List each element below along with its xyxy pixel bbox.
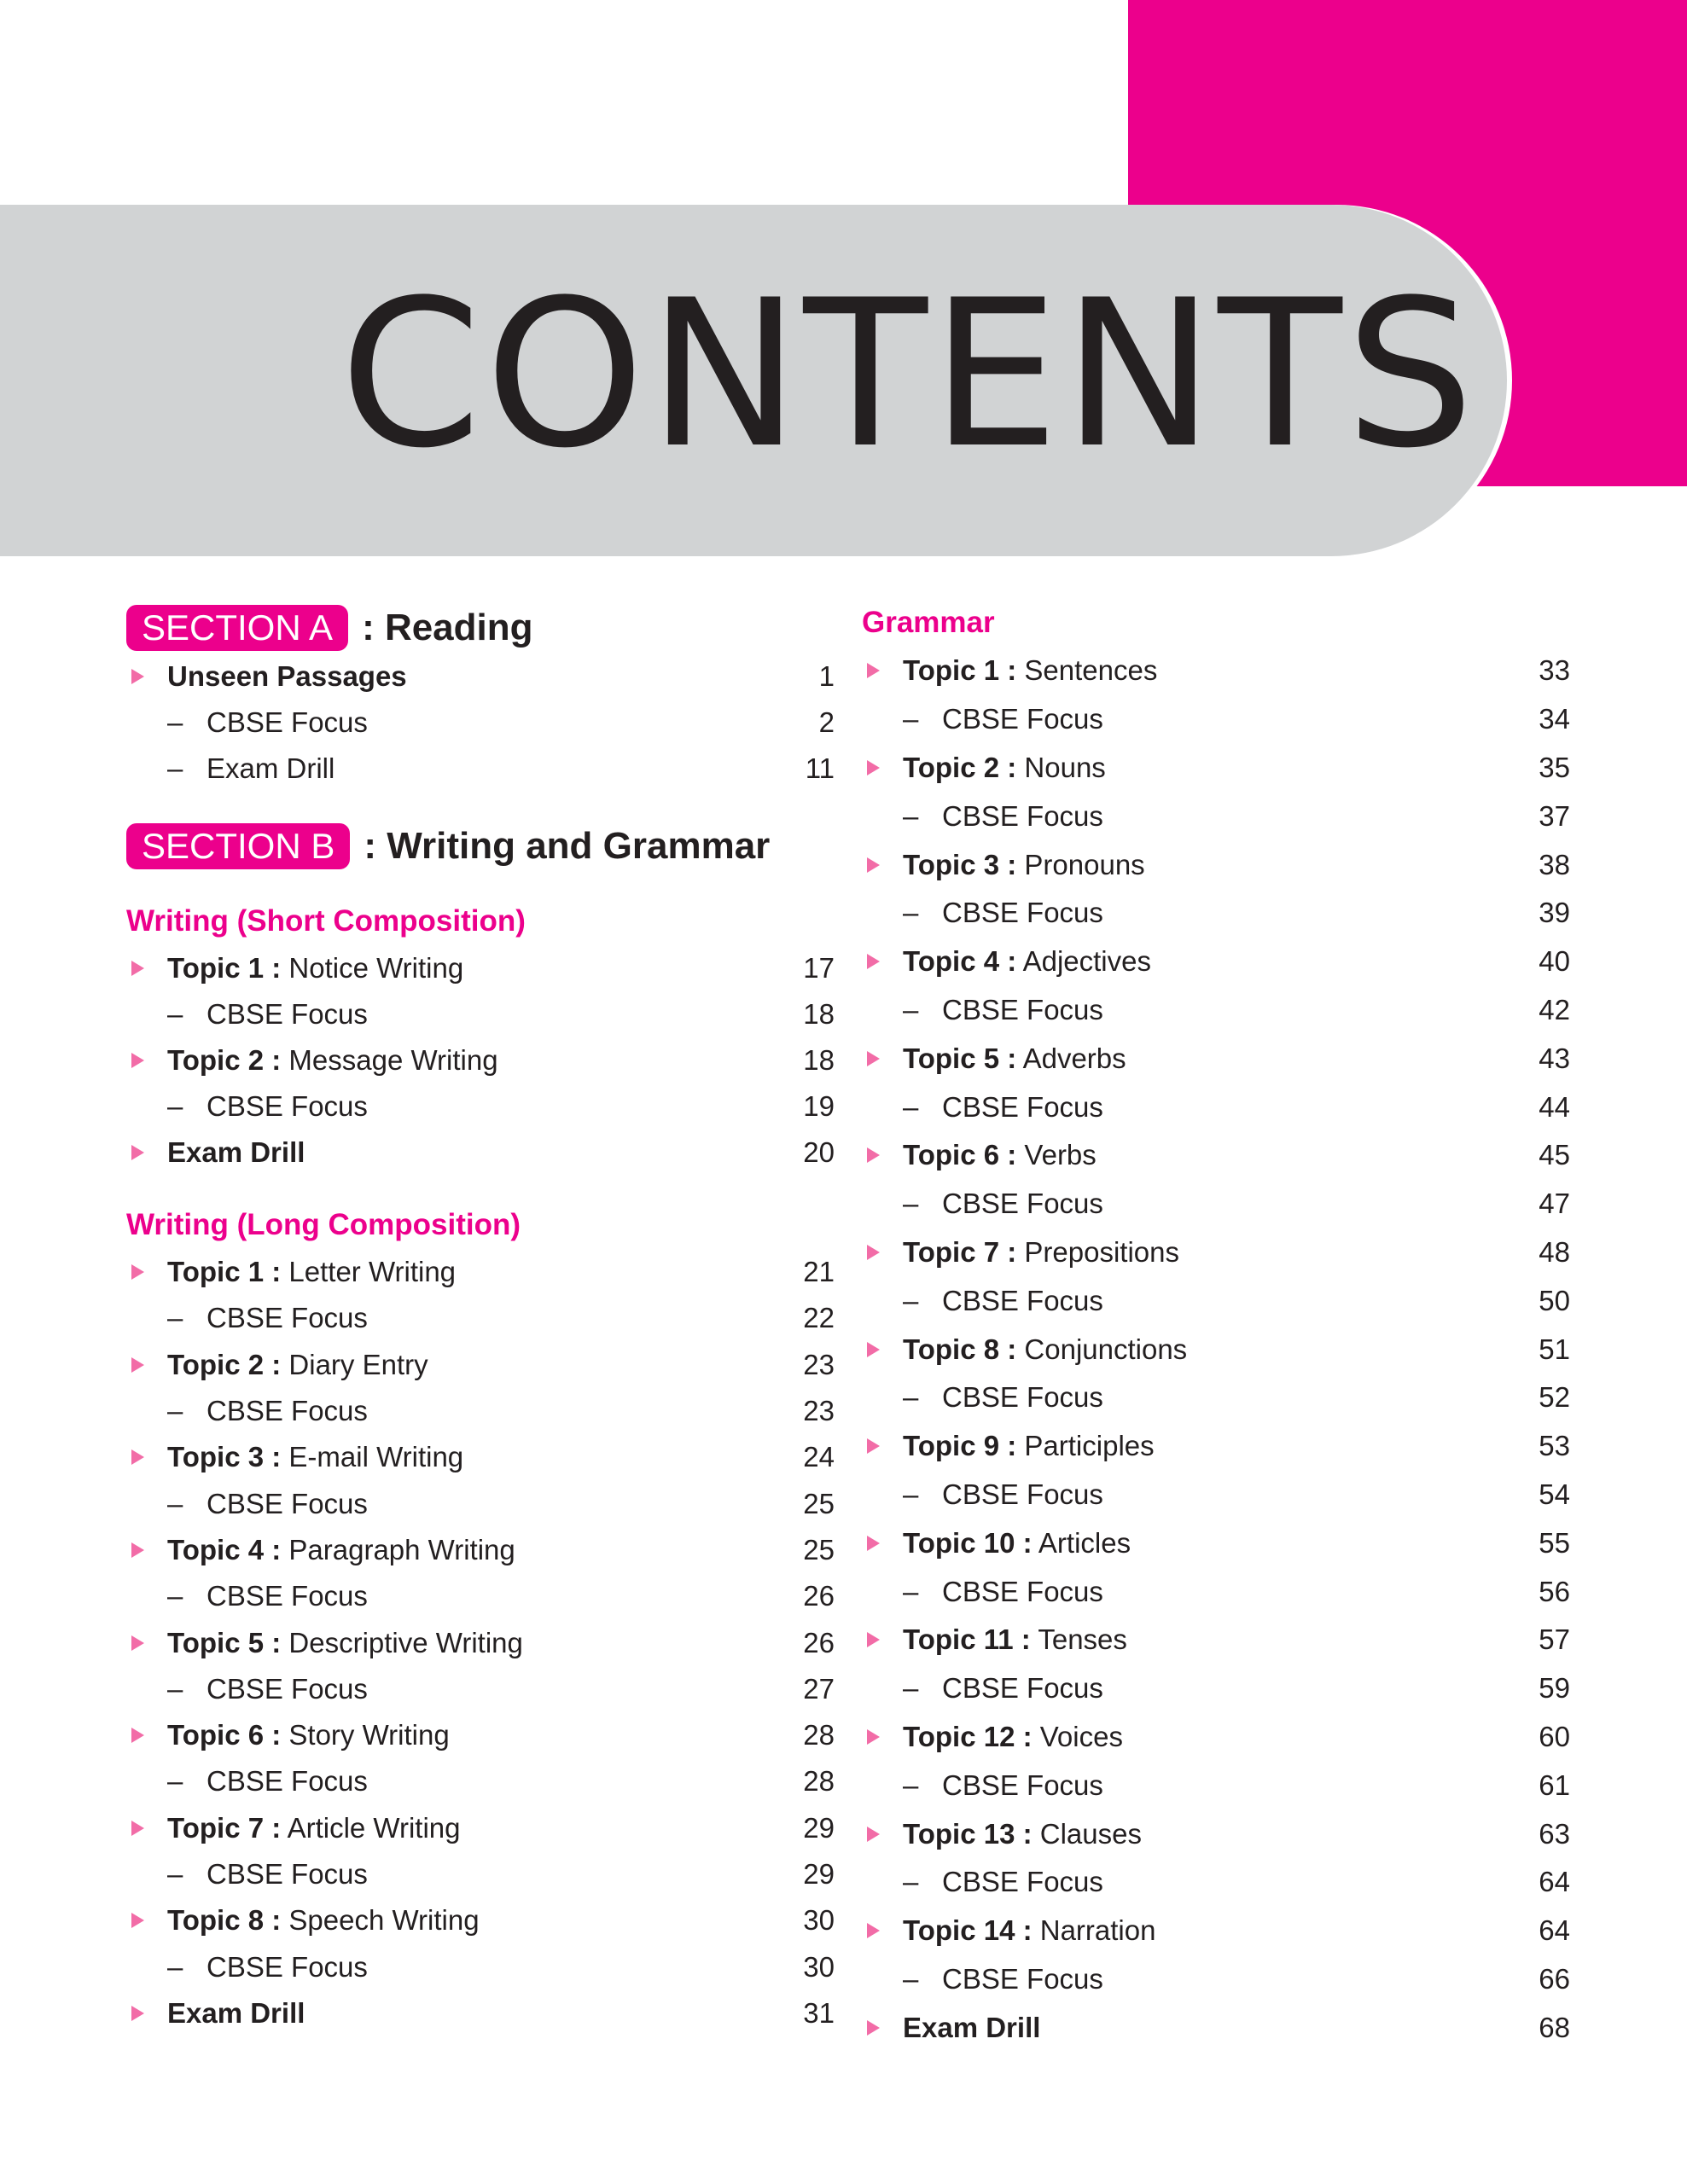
- toc-entry[interactable]: [862, 1713, 1570, 1762]
- page-number: 11: [805, 752, 835, 784]
- page-number: 28: [803, 1765, 835, 1798]
- toc-subentry[interactable]: [126, 1943, 835, 1989]
- entry-text: Paragraph Writing: [281, 1533, 515, 1565]
- subentry-label: CBSE Focus: [207, 1395, 368, 1427]
- entry-label: [903, 1721, 1123, 1753]
- subentry-label: CBSE Focus: [942, 1866, 1103, 1898]
- section-b-heading: [126, 821, 835, 872]
- page-number: 43: [1539, 1042, 1570, 1074]
- entry-key: Exam Drill: [167, 1996, 305, 2029]
- toc-entry[interactable]: [862, 938, 1570, 986]
- dash-bullet-icon: –: [167, 1090, 183, 1122]
- toc-entry[interactable]: [126, 1619, 835, 1665]
- entry-label: [167, 1256, 456, 1288]
- grammar-heading: Grammar: [862, 606, 995, 639]
- triangle-bullet-icon: [131, 669, 144, 684]
- triangle-bullet-icon: [131, 1264, 144, 1280]
- entry-label: [167, 1136, 305, 1169]
- toc-subentry[interactable]: [862, 889, 1570, 938]
- triangle-bullet-icon: [867, 1632, 880, 1647]
- triangle-bullet-icon: [131, 1145, 144, 1160]
- toc-subentry[interactable]: [126, 1758, 835, 1804]
- toc-subentry[interactable]: [126, 746, 835, 792]
- page-number: 50: [1539, 1284, 1570, 1316]
- page-number: 19: [803, 1090, 835, 1122]
- triangle-bullet-icon: [867, 857, 880, 873]
- entry-key: Topic 2 :: [167, 1044, 282, 1076]
- entry-key: Topic 7 :: [167, 1811, 282, 1844]
- page-number: 64: [1539, 1914, 1570, 1947]
- entry-label: [903, 1818, 1142, 1850]
- toc-subentry[interactable]: [126, 991, 835, 1037]
- section-a-heading: [126, 602, 835, 653]
- triangle-bullet-icon: [867, 1147, 880, 1163]
- right-column: [862, 599, 1570, 2052]
- entry-label: [167, 1044, 498, 1077]
- toc-entry[interactable]: [862, 1809, 1570, 1858]
- entry-label: [903, 1623, 1127, 1656]
- dash-bullet-icon: –: [167, 1580, 183, 1612]
- page-number: 42: [1539, 993, 1570, 1025]
- page-number: 45: [1539, 1139, 1570, 1171]
- dash-bullet-icon: –: [903, 1672, 919, 1705]
- toc-entry[interactable]: [126, 945, 835, 991]
- toc-entry[interactable]: [862, 840, 1570, 889]
- entry-key: Topic 4 :: [167, 1533, 282, 1565]
- triangle-bullet-icon: [867, 1051, 880, 1066]
- page-number: 59: [1539, 1672, 1570, 1705]
- dash-bullet-icon: –: [903, 897, 919, 929]
- toc-entry[interactable]: [126, 1805, 835, 1851]
- entry-key: Topic 3 :: [167, 1441, 282, 1473]
- toc-subentry[interactable]: [126, 1388, 835, 1434]
- dash-bullet-icon: –: [167, 1765, 183, 1798]
- page-number: 24: [803, 1441, 835, 1473]
- toc-entry[interactable]: [126, 1527, 835, 1573]
- triangle-bullet-icon: [131, 1053, 144, 1068]
- triangle-bullet-icon: [867, 1245, 880, 1260]
- toc-entry[interactable]: [126, 1897, 835, 1943]
- subentry-label: Exam Drill: [207, 752, 335, 784]
- toc-entry[interactable]: [862, 647, 1570, 695]
- entry-label: [167, 1719, 450, 1751]
- toc-subentry[interactable]: [862, 1664, 1570, 1713]
- long-composition-heading: Writing (Long Composition): [126, 1208, 521, 1241]
- left-column: [126, 602, 835, 2036]
- section-a-title: : Reading: [362, 607, 533, 648]
- page-number: 53: [1539, 1430, 1570, 1462]
- page-number: 39: [1539, 897, 1570, 929]
- toc-subentry[interactable]: [862, 1374, 1570, 1422]
- page-number: 22: [803, 1302, 835, 1334]
- dash-bullet-icon: –: [167, 998, 183, 1030]
- page-number: 55: [1539, 1526, 1570, 1559]
- entry-label: [903, 1527, 1131, 1560]
- toc-entry[interactable]: [862, 2003, 1570, 2052]
- dash-bullet-icon: –: [167, 1302, 183, 1334]
- section-b-title: : Writing and Grammar: [364, 825, 771, 867]
- subentry-label: CBSE Focus: [942, 897, 1103, 929]
- entry-label: [903, 945, 1151, 978]
- subentry-label: CBSE Focus: [942, 799, 1103, 832]
- subentry-label: CBSE Focus: [207, 706, 368, 738]
- toc-entry[interactable]: [126, 1037, 835, 1083]
- triangle-bullet-icon: [867, 663, 880, 678]
- entry-text: Prepositions: [1016, 1235, 1179, 1268]
- entry-label: [903, 1914, 1155, 1947]
- entry-text: Notice Writing: [281, 952, 464, 984]
- entry-text: Descriptive Writing: [281, 1626, 523, 1658]
- toc-entry[interactable]: [126, 1249, 835, 1295]
- triangle-bullet-icon: [867, 1438, 880, 1454]
- section-b-badge: SECTION B: [126, 823, 350, 869]
- page-number: 20: [803, 1136, 835, 1168]
- entry-key: Topic 7 :: [903, 1235, 1017, 1268]
- page-number: 1: [818, 660, 835, 692]
- page-number: 57: [1539, 1623, 1570, 1656]
- triangle-bullet-icon: [131, 961, 144, 976]
- page-number: 48: [1539, 1235, 1570, 1268]
- entry-key: Topic 5 :: [903, 1042, 1017, 1074]
- entry-label: [903, 1333, 1187, 1366]
- page-number: 64: [1539, 1866, 1570, 1898]
- page-number: 31: [803, 1996, 835, 2029]
- triangle-bullet-icon: [867, 1342, 880, 1357]
- grammar-list: [862, 647, 1570, 2052]
- entry-key: Topic 8 :: [167, 1904, 282, 1937]
- triangle-bullet-icon: [131, 2006, 144, 2021]
- triangle-bullet-icon: [867, 1536, 880, 1551]
- entry-text: Story Writing: [281, 1719, 450, 1751]
- entry-label: [903, 654, 1157, 687]
- entry-key: Topic 12 :: [903, 1720, 1033, 1752]
- dash-bullet-icon: –: [903, 993, 919, 1025]
- page-number: 30: [803, 1950, 835, 1983]
- page-number: 37: [1539, 799, 1570, 832]
- toc-subentry[interactable]: [862, 1567, 1570, 1616]
- page-number: 21: [803, 1256, 835, 1288]
- entry-text: E-mail Writing: [281, 1441, 464, 1473]
- entry-text: Verbs: [1016, 1139, 1097, 1171]
- entry-text: Adjectives: [1016, 945, 1151, 978]
- page-number: 56: [1539, 1575, 1570, 1607]
- toc-entry[interactable]: [862, 1907, 1570, 1955]
- toc-entry[interactable]: [862, 1131, 1570, 1180]
- triangle-bullet-icon: [867, 1923, 880, 1938]
- entry-key: Topic 6 :: [167, 1719, 282, 1751]
- subentry-label: CBSE Focus: [207, 998, 368, 1030]
- page-number: 52: [1539, 1381, 1570, 1414]
- subentry-label: CBSE Focus: [942, 1575, 1103, 1607]
- subentry-label: CBSE Focus: [942, 1672, 1103, 1705]
- toc-subentry[interactable]: [862, 792, 1570, 840]
- triangle-bullet-icon: [131, 1913, 144, 1928]
- toc-entry[interactable]: [126, 1342, 835, 1388]
- page-number: 66: [1539, 1962, 1570, 1995]
- toc-entry[interactable]: [126, 1712, 835, 1758]
- dash-bullet-icon: –: [903, 799, 919, 832]
- dash-bullet-icon: –: [167, 1672, 183, 1705]
- section-a-badge: SECTION A: [126, 605, 348, 651]
- entry-text: Article Writing: [281, 1811, 461, 1844]
- toc-subentry[interactable]: [862, 1955, 1570, 2004]
- entry-key: Topic 2 :: [167, 1348, 282, 1380]
- toc-subentry[interactable]: [126, 1851, 835, 1897]
- entry-label: [167, 1904, 480, 1937]
- subentry-label: CBSE Focus: [207, 1580, 368, 1612]
- toc-subentry[interactable]: [126, 1573, 835, 1619]
- dash-bullet-icon: –: [903, 1188, 919, 1220]
- subentry-label: CBSE Focus: [942, 1381, 1103, 1414]
- page-number: 28: [803, 1719, 835, 1751]
- entry-key: Topic 13 :: [903, 1817, 1033, 1850]
- page-number: 25: [803, 1487, 835, 1519]
- entry-label: [903, 849, 1145, 881]
- subentry-label: CBSE Focus: [942, 1284, 1103, 1316]
- page-number: 35: [1539, 751, 1570, 783]
- page-number: 29: [803, 1858, 835, 1890]
- triangle-bullet-icon: [867, 1729, 880, 1745]
- triangle-bullet-icon: [131, 1821, 144, 1836]
- entry-key: Topic 11 :: [903, 1623, 1031, 1656]
- entry-key: Topic 1 :: [167, 952, 282, 984]
- entry-text: Letter Writing: [281, 1256, 457, 1288]
- entry-text: Speech Writing: [281, 1904, 480, 1937]
- page-number: 40: [1539, 945, 1570, 978]
- triangle-bullet-icon: [131, 1449, 144, 1465]
- triangle-bullet-icon: [867, 2020, 880, 2036]
- toc-entry[interactable]: [862, 1422, 1570, 1471]
- entry-text: Diary Entry: [281, 1348, 428, 1380]
- entry-key: Unseen Passages: [167, 660, 407, 692]
- entry-key: Exam Drill: [903, 2011, 1041, 2043]
- dash-bullet-icon: –: [903, 1866, 919, 1898]
- triangle-bullet-icon: [867, 1827, 880, 1842]
- dash-bullet-icon: –: [903, 703, 919, 735]
- entry-key: Topic 1 :: [903, 654, 1017, 687]
- entry-label: [903, 2012, 1040, 2044]
- dash-bullet-icon: –: [167, 752, 183, 784]
- subentry-label: CBSE Focus: [942, 1090, 1103, 1123]
- entry-text: Adverbs: [1016, 1042, 1126, 1074]
- page-number: 29: [803, 1811, 835, 1844]
- entry-label: [167, 952, 463, 985]
- dash-bullet-icon: –: [167, 1395, 183, 1427]
- toc-entry[interactable]: [862, 744, 1570, 793]
- entry-text: Pronouns: [1016, 848, 1145, 880]
- page-number: 38: [1539, 848, 1570, 880]
- toc-entry[interactable]: [862, 1519, 1570, 1567]
- short-composition-list: [126, 945, 835, 1176]
- toc-subentry[interactable]: [126, 1295, 835, 1341]
- toc-subentry[interactable]: [126, 1480, 835, 1526]
- toc-entry[interactable]: [126, 1990, 835, 2036]
- entry-text: Voices: [1032, 1720, 1123, 1752]
- subentry-label: CBSE Focus: [942, 703, 1103, 735]
- subentry-label: CBSE Focus: [942, 1962, 1103, 1995]
- dash-bullet-icon: –: [167, 1487, 183, 1519]
- toc-subentry[interactable]: [862, 1180, 1570, 1228]
- toc-subentry[interactable]: [862, 1761, 1570, 1809]
- subentry-label: CBSE Focus: [942, 1188, 1103, 1220]
- entry-text: Message Writing: [281, 1044, 498, 1076]
- subentry-label: CBSE Focus: [207, 1765, 368, 1798]
- page-number: 25: [803, 1533, 835, 1565]
- toc-subentry[interactable]: [862, 986, 1570, 1035]
- entry-label: [903, 1236, 1179, 1269]
- entry-label: [167, 1627, 523, 1659]
- toc-subentry[interactable]: [862, 1083, 1570, 1131]
- entry-text: Tenses: [1030, 1623, 1127, 1656]
- entry-text: Nouns: [1016, 751, 1106, 783]
- page-number: 27: [803, 1672, 835, 1705]
- toc-entry[interactable]: [126, 1434, 835, 1480]
- page-number: 47: [1539, 1188, 1570, 1220]
- page-number: 23: [803, 1348, 835, 1380]
- toc-subentry[interactable]: [126, 1666, 835, 1712]
- toc-entry[interactable]: [862, 1616, 1570, 1664]
- dash-bullet-icon: –: [903, 1090, 919, 1123]
- page-number: 2: [818, 706, 835, 738]
- entry-text: Narration: [1032, 1914, 1156, 1947]
- entry-key: Exam Drill: [167, 1136, 305, 1168]
- short-composition-heading: Writing (Short Composition): [126, 904, 526, 938]
- entry-label: [903, 752, 1106, 784]
- triangle-bullet-icon: [131, 1357, 144, 1373]
- triangle-bullet-icon: [867, 954, 880, 969]
- page-number: 18: [803, 998, 835, 1030]
- toc-subentry[interactable]: [862, 1276, 1570, 1325]
- page-number: 18: [803, 1044, 835, 1076]
- page-number: 63: [1539, 1817, 1570, 1850]
- triangle-bullet-icon: [131, 1728, 144, 1743]
- dash-bullet-icon: –: [903, 1381, 919, 1414]
- subentry-label: CBSE Focus: [207, 1302, 368, 1334]
- subentry-label: CBSE Focus: [207, 1090, 368, 1122]
- entry-label: [167, 660, 407, 693]
- page-number: 23: [803, 1395, 835, 1427]
- entry-key: Topic 4 :: [903, 945, 1017, 978]
- page-number: 30: [803, 1904, 835, 1937]
- page-title: CONTENTS: [340, 257, 1478, 493]
- entry-text: Clauses: [1032, 1817, 1142, 1850]
- entry-key: Topic 8 :: [903, 1333, 1017, 1365]
- dash-bullet-icon: –: [167, 1950, 183, 1983]
- section-a-list: [126, 653, 835, 792]
- toc-subentry[interactable]: [862, 695, 1570, 744]
- toc-subentry[interactable]: [862, 1471, 1570, 1519]
- entry-key: Topic 14 :: [903, 1914, 1033, 1947]
- entry-label: [903, 1043, 1126, 1075]
- toc-entry[interactable]: [862, 1325, 1570, 1374]
- entry-key: Topic 6 :: [903, 1139, 1017, 1171]
- entry-label: [903, 1430, 1155, 1462]
- triangle-bullet-icon: [131, 1542, 144, 1558]
- subentry-label: CBSE Focus: [942, 993, 1103, 1025]
- entry-key: Topic 3 :: [903, 848, 1017, 880]
- page-number: 44: [1539, 1090, 1570, 1123]
- entry-key: Topic 9 :: [903, 1430, 1017, 1462]
- triangle-bullet-icon: [131, 1635, 144, 1651]
- entry-text: Conjunctions: [1016, 1333, 1188, 1365]
- entry-text: Sentences: [1016, 654, 1158, 687]
- page-number: 33: [1539, 654, 1570, 687]
- page-number: 26: [803, 1580, 835, 1612]
- entry-key: Topic 2 :: [903, 751, 1017, 783]
- dash-bullet-icon: –: [167, 706, 183, 738]
- toc-subentry[interactable]: [862, 1858, 1570, 1907]
- dash-bullet-icon: –: [903, 1478, 919, 1510]
- dash-bullet-icon: –: [903, 1284, 919, 1316]
- page-number: 34: [1539, 703, 1570, 735]
- subentry-label: CBSE Focus: [207, 1858, 368, 1890]
- subentry-label: CBSE Focus: [942, 1769, 1103, 1801]
- subentry-label: CBSE Focus: [207, 1950, 368, 1983]
- entry-text: Participles: [1016, 1430, 1155, 1462]
- entry-key: Topic 10 :: [903, 1526, 1033, 1559]
- dash-bullet-icon: –: [903, 1575, 919, 1607]
- entry-label: [167, 1997, 305, 2030]
- entry-label: [167, 1812, 461, 1844]
- entry-text: Articles: [1032, 1526, 1131, 1559]
- entry-label: [167, 1441, 463, 1473]
- page-number: 17: [803, 952, 835, 984]
- toc-entry[interactable]: [126, 653, 835, 700]
- entry-label: [167, 1349, 428, 1381]
- entry-label: [903, 1139, 1097, 1171]
- page-number: 26: [803, 1626, 835, 1658]
- triangle-bullet-icon: [867, 760, 880, 775]
- dash-bullet-icon: –: [167, 1858, 183, 1890]
- subentry-label: CBSE Focus: [207, 1672, 368, 1705]
- subentry-label: CBSE Focus: [942, 1478, 1103, 1510]
- page-number: 54: [1539, 1478, 1570, 1510]
- page-number: 61: [1539, 1769, 1570, 1801]
- toc-subentry[interactable]: [126, 700, 835, 746]
- entry-label: [167, 1534, 515, 1566]
- toc-entry[interactable]: [862, 1034, 1570, 1083]
- dash-bullet-icon: –: [903, 1962, 919, 1995]
- entry-key: Topic 1 :: [167, 1256, 282, 1288]
- dash-bullet-icon: –: [903, 1769, 919, 1801]
- long-composition-list: [126, 1249, 835, 2036]
- toc-entry[interactable]: [126, 1130, 835, 1176]
- page-number: 51: [1539, 1333, 1570, 1365]
- subentry-label: CBSE Focus: [207, 1487, 368, 1519]
- toc-entry[interactable]: [862, 1228, 1570, 1277]
- page-number: 60: [1539, 1720, 1570, 1752]
- page-number: 68: [1539, 2011, 1570, 2043]
- toc-subentry[interactable]: [126, 1083, 835, 1130]
- entry-key: Topic 5 :: [167, 1626, 282, 1658]
